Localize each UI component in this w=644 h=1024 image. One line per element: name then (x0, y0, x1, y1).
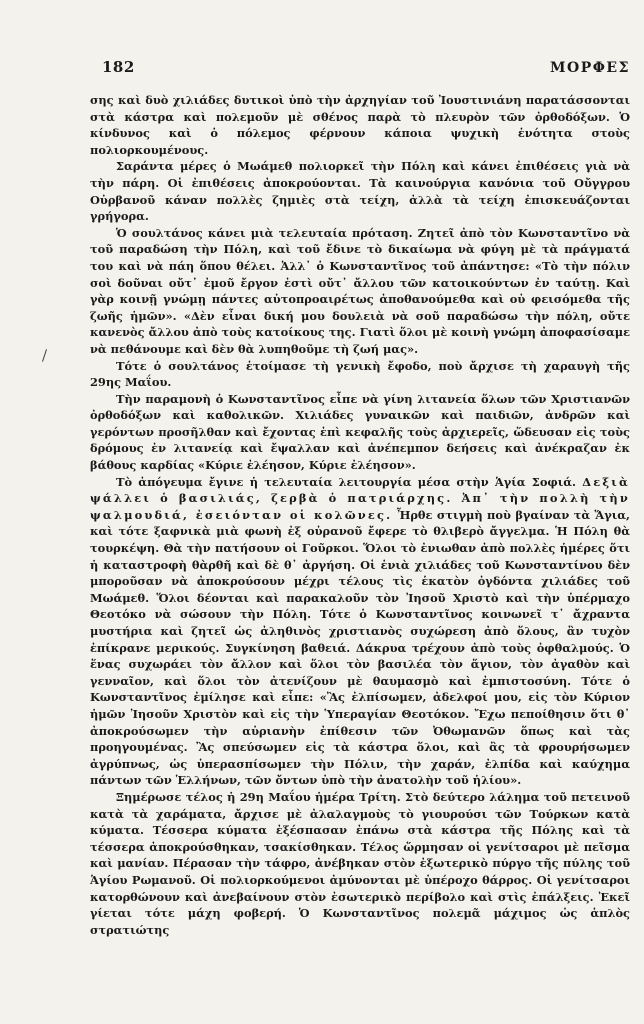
paragraph-siege: Σαράντα μέρες ὁ Μωάμεθ πολιορκεῖ τὴν Πόλη καὶ κάνει ἐπιθέσεις γιὰ νὰ τὴν πάρη. Οἱ ἐπιθέσεις ἀποκρούονται. Τὰ καινούργια κανόνια τοῦ Οὔγγρου Οὐρβανοῦ κάναν πολλὲς ζημιὲς στὰ τείχη, ἀλλὰ τὰ τείχη ἐπισκευάζονται γρήγορα. (90, 159, 630, 224)
liturgy-text-after: Ἦρθε στιγμὴ ποὺ βγαίναν τὰ Ἅγια, καὶ τότε ξαφνικὰ μιὰ φωνὴ ἐξ οὐρανοῦ ἔφερε τὸ θλιβερὸ ἄγγελμα. Ἡ Πόλη θὰ τουρκέψη. Θὰ τὴν πατήσουν οἱ Γοῦρκοι. Ὅλοι τὸ ἐνιωθαν ἀπὸ πολλὲς ἡμέρες ὅτι ἡ καταστροφὴ θὰρθῆ καὶ δὲ θ᾽ ἀργήση. Οἱ ἑνιὰ χιλιάδες τοῦ Κωνσταντίνου δὲν μποροῦσαν νὰ ἀποκρούσουν μέχρι τέλους τὶς ἑκατὸν ὀγδόντα χιλιάδες τοῦ Μωάμεθ. Ὅλοι δέονται καὶ παρακαλοῦν τὸν Ἰησοῦ Χριστὸ καὶ τὴν ὑπέρμαχο Θεοτόκο νὰ σώσουν τὴν Πόλη. Τότε ὁ Κωνσταντῖνος κοινωνεῖ τ᾽ ἄχραντα μυστήρια καὶ ζητεῖ ὡς ἀληθινὸς χριστιανὸς συχώρεση ἀπὸ ὅλους, ἂν τυχὸν ἐπίκρανε μερικούς. Συγκίνηση βαθειά. Δάκρυα τρέχουν ἀπὸ τοὺς ὀφθαλμούς. Ὁ ἕνας συχωράει τὸν ἄλλον καὶ ὅλοι τὸν βασιλέα τὸν ἅγιον, τὸν ἀγαθὸν καὶ γενναῖον, καὶ ὅλοι τὸν ἀτενίζουν μὲ θαυμασμὸ καὶ ἐμπιστοσύνη. Τότε ὁ Κωνσταντῖνος ἐμίλησε καὶ εἶπε: «Ἂς ἐλπίσωμεν, ἀδελφοί μου, εἰς τὸν Κύριον ἡμῶν Ἰησοῦν Χριστὸν καὶ εἰς τὴν Ὑπεραγίαν Θεοτόκον. Ἔχω πεποίθησιν ὅτι θ᾽ ἀποκρούσωμεν τὴν αὐριανὴν ἐπίθεσιν τῶν Ὀθωμανῶν ὅπως καὶ τὰς προηγουμένας. Ἂς σπεύσωμεν εἰς τὰ κάστρα ὅλοι, καὶ ἂς τὰ φρουρήσωμεν ἀγρύπνως, ὡς ὑπερασπίσωμεν τὴν Πόλιν, τὴν χαράν, ἐλπίδα καὶ καύχημα πάντων τῶν Ἑλλήνων, τῶν ὄντων ὑπὸ τὴν ἀνατολὴν τοῦ ἡλίου». (90, 507, 630, 788)
running-title: ΜΟΡΦΕΣ (550, 60, 630, 76)
paragraph-sultan-proposal: Ὁ σουλτάνος κάνει μιὰ τελευταία πρόταση. Ζητεῖ ἀπὸ τὸν Κωνσταντῖνο νὰ τοῦ παραδώση τὴν Πόλη, καὶ τοῦ ἔδινε τὸ δικαίωμα νὰ φύγη μὲ τὰ πράγματά του καὶ νὰ πάη ὅπου θέλει. Ἀλλ᾽ ὁ Κωνσταντῖνος τοῦ ἀπάντησε: «Τὸ τὴν πόλιν σοὶ δοῦναι οὔτ᾽ ἐμοῦ ἔργον ἐστὶ οὔτ᾽ ἄλλου τῶν κατοικούντων ἐν ταύτῃ. Καὶ γὰρ κοινῇ γνώμῃ πάντες αὐτοπροαιρέτως ἀποθανούμεθα καὶ οὐ φεισόμεθα τῆς ζωῆς ἡμῶν». «Δὲν εἶναι δική μου δουλειὰ νὰ σοῦ παραδώσω τὴν πόλη, οὔτε κανενὸς ἄλλου ἀπὸ τοὺς κατοίκους της. Γιατὶ ὅλοι μὲ κοινὴ γνώμη ἀποφασίσαμε νὰ πεθάνουμε καὶ δὲν θὰ λυπηθοῦμε τὴ ζωή μας». (90, 225, 630, 356)
margin-pencil-mark (42, 349, 47, 362)
paragraph-last-liturgy (90, 474, 630, 789)
paragraph-continuation: σης καὶ δυὸ χιλιάδες δυτικοὶ ὑπὸ τὴν ἀρχηγίαν τοῦ Ἰουστινιάνη παρατάσσονται στὰ κάστρα καὶ πολεμοῦν μὲ σθένος παρὰ τὸ πλευρὸν τῶν ὀρθοδόξων. Ὁ κίνδυνος καὶ ὁ πόλεμος φέρνουν κάποια ψυχικὴ ἑνότητα στοὺς πολιορκουμένους. (90, 93, 630, 157)
liturgy-text-before: Τὸ ἀπόγευμα ἔγινε ἡ τελευταία λειτουργία μέσα στὴν Ἁγία Σοφιά. (116, 474, 583, 489)
paragraph-general-assault: Τότε ὁ σουλτάνος ἑτοίμασε τὴ γενικὴ ἔφοδο, ποὺ ἄρχισε τὴ χαραυγὴ τῆς 29ης Μαΐου. (90, 358, 630, 390)
page-number: 182 (102, 58, 135, 76)
paragraph-litany: Τὴν παραμονὴ ὁ Κωνσταντῖνος εἶπε νὰ γίνη λιτανεία ὅλων τῶν Χριστιανῶν ὀρθοδόξων καὶ καθολικῶν. Χιλιάδες γυναικῶν καὶ παιδιῶν, ἀνδρῶν καὶ γερόντων προσῆλθαν καὶ ἔχοντας ἐπὶ κεφαλῆς τοὺς ἀρχιερεῖς, ὥδευσαν εἰς τοὺς δρόμους ἐν λιτανείᾳ καὶ ἔψαλλαν καὶ ἀνέπεμπον δεήσεις καὶ ἀνέκραζαν ἐκ βάθους καρδίας «Κύριε ἐλέησον, Κύριε ἐλέησον». (90, 391, 630, 473)
liturgy-spaced-quote: Δεξιὰ ψάλλει ὁ βασιλιάς, ζερβὰ ὁ πατριάρχης. Ἀπ᾽ τὴν πολλὴ τὴν ψαλμουδιά, ἐσειόνταν οἱ κολῶνες. (90, 474, 630, 522)
paragraph-dawn-attack: Ξημέρωσε τέλος ἡ 29η Μαΐου ἡμέρα Τρίτη. Στὸ δεύτερο λάλημα τοῦ πετεινοῦ κατὰ τὰ χαράματα, ἄρχισε μὲ ἀλαλαγμοὺς τὸ γιουρούσι τῶν Τούρκων κατὰ κύματα. Τέσσερα κύματα ἐξέσπασαν ἐπάνω στὰ κάστρα τῆς Πόλης καὶ τὰ τέσσερα ἀποκρούσθηκαν, τσακίσθηκαν. Τέλος ὥρμησαν οἱ γενίτσαροι μὲ πεῖσμα καὶ μανίαν. Πέρασαν τὴν τάφρο, ἀνέβηκαν στὸν ἐξωτερικὸ πύργο τῆς πύλης τοῦ Ἁγίου Ρωμανοῦ. Οἱ πολιορκούμενοι ἀμύνονται μὲ ὑπέροχο θάρρος. Οἱ γενίτσαροι κατορθώνουν καὶ ἀνεβαίνουν στὸν ἐσωτερικὸ περίβολο καὶ στὶς ἐπάλξεις. Ἐκεῖ γίεται τότε μάχη φοβερή. Ὁ Κωνσταντῖνος πολεμᾶ μάχιμος ὡς ἁπλὸς στρατιώτης (90, 789, 630, 937)
page-header (102, 58, 630, 76)
body-text (90, 92, 630, 938)
